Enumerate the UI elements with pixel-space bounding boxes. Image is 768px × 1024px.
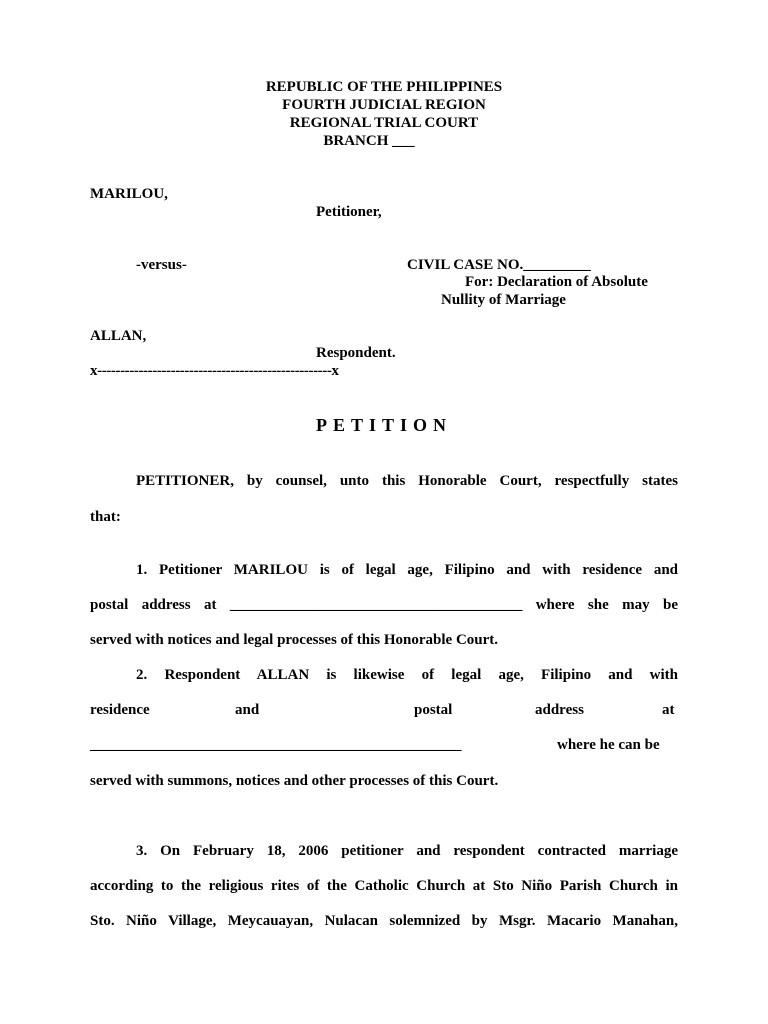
paragraph-1-line-1: 1. Petitioner MARILOU is of legal age, Filipino and with residence and [136, 562, 678, 578]
paragraph-2-word-address: address [535, 702, 584, 718]
versus-label: -versus- [136, 257, 187, 273]
caption-divider: x---------------------------------------------------x [90, 363, 339, 379]
paragraph-3-line-2: according to the religious rites of the Catholic Church at Sto Niño Parish Church in [90, 878, 678, 894]
petitioner-name: MARILOU, [90, 186, 168, 202]
case-nature-line2: Nullity of Marriage [441, 292, 566, 308]
intro-line-2: that: [90, 509, 121, 525]
header-republic: REPUBLIC OF THE PHILIPPINES [265, 79, 503, 95]
court-header [0, 78, 768, 150]
paragraph-2-line-3-text: where he can be [557, 737, 660, 753]
header-branch: BRANCH ___ [323, 133, 415, 149]
case-nature-line1: For: Declaration of Absolute [465, 274, 648, 290]
paragraph-2-word-postal: postal [414, 702, 453, 718]
paragraph-3-line-3: Sto. Niño Village, Meycauayan, Nulacan solemnized by Msgr. Macario Manahan, [90, 913, 678, 929]
header-court: REGIONAL TRIAL COURT [289, 115, 479, 131]
civil-case-number: CIVIL CASE NO._________ [407, 257, 591, 273]
petitioner-role: Petitioner, [316, 204, 382, 220]
paragraph-2-word-residence: residence [90, 702, 150, 718]
paragraph-1-line-3: served with notices and legal processes of this Honorable Court. [90, 632, 499, 648]
paragraph-1-line-2: postal address at _______________________________________ where she may be [90, 597, 678, 613]
paragraph-2-word-at: at [662, 702, 675, 718]
paragraph-2-address-blank: _____________________________________________________ [90, 737, 461, 753]
intro-line-1: PETITIONER, by counsel, unto this Honorable Court, respectfully states [136, 473, 678, 489]
paragraph-2-line-1: 2. Respondent ALLAN is likewise of legal age, Filipino and with [136, 667, 678, 683]
paragraph-2-line-4: served with summons, notices and other processes of this Court. [90, 773, 499, 789]
paragraph-3-line-1: 3. On February 18, 2006 petitioner and respondent contracted marriage [136, 843, 678, 859]
document-title: PETITION [315, 415, 453, 435]
header-region: FOURTH JUDICIAL REGION [282, 97, 486, 113]
respondent-name: ALLAN, [90, 328, 147, 344]
respondent-role: Respondent. [316, 345, 396, 361]
paragraph-2-word-and: and [235, 702, 260, 718]
